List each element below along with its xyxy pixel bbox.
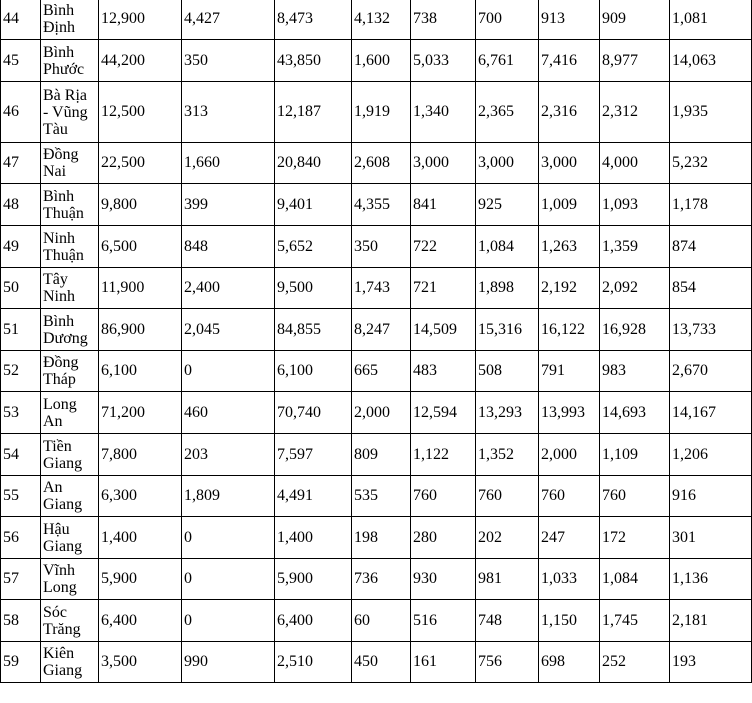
value-cell: 22,500 [99, 143, 182, 184]
row-number: 51 [1, 309, 41, 351]
value-cell: 11,900 [99, 268, 182, 309]
row-number: 48 [1, 184, 41, 226]
value-cell: 0 [182, 559, 275, 600]
value-cell: 14,167 [670, 392, 752, 434]
value-cell: 13,993 [539, 392, 600, 434]
value-cell: 20,840 [275, 143, 352, 184]
value-cell: 983 [600, 351, 670, 392]
value-cell: 6,761 [476, 40, 539, 82]
value-cell: 665 [352, 351, 411, 392]
value-cell: 193 [670, 642, 752, 683]
value-cell: 9,401 [275, 184, 352, 226]
value-cell: 1,122 [411, 434, 476, 476]
value-cell: 2,092 [600, 268, 670, 309]
value-cell: 2,192 [539, 268, 600, 309]
value-cell: 172 [600, 517, 670, 559]
row-number: 56 [1, 517, 41, 559]
value-cell: 301 [670, 517, 752, 559]
value-cell: 2,400 [182, 268, 275, 309]
province-name: Bình Định [41, 0, 99, 40]
value-cell: 247 [539, 517, 600, 559]
value-cell: 450 [352, 642, 411, 683]
value-cell: 2,000 [539, 434, 600, 476]
value-cell: 1,150 [539, 600, 600, 642]
value-cell: 516 [411, 600, 476, 642]
table-row [1, 309, 752, 351]
value-cell: 738 [411, 0, 476, 40]
value-cell: 925 [476, 184, 539, 226]
value-cell: 1,600 [352, 40, 411, 82]
table-row [1, 642, 752, 683]
province-name: Ninh Thuận [41, 226, 99, 268]
table-row [1, 600, 752, 642]
value-cell: 13,293 [476, 392, 539, 434]
value-cell: 1,081 [670, 0, 752, 40]
value-cell: 203 [182, 434, 275, 476]
province-name: An Giang [41, 476, 99, 517]
value-cell: 909 [600, 0, 670, 40]
value-cell: 1,084 [476, 226, 539, 268]
value-cell: 252 [600, 642, 670, 683]
province-name: Đồng Nai [41, 143, 99, 184]
row-number: 58 [1, 600, 41, 642]
row-number: 59 [1, 642, 41, 683]
row-number: 57 [1, 559, 41, 600]
value-cell: 913 [539, 0, 600, 40]
value-cell: 2,045 [182, 309, 275, 351]
value-cell: 756 [476, 642, 539, 683]
value-cell: 1,109 [600, 434, 670, 476]
province-name: Bình Thuận [41, 184, 99, 226]
table-row [1, 40, 752, 82]
value-cell: 399 [182, 184, 275, 226]
value-cell: 0 [182, 600, 275, 642]
value-cell: 8,247 [352, 309, 411, 351]
value-cell: 161 [411, 642, 476, 683]
value-cell: 760 [411, 476, 476, 517]
table-row [1, 184, 752, 226]
table-row [1, 0, 752, 40]
value-cell: 748 [476, 600, 539, 642]
value-cell: 2,510 [275, 642, 352, 683]
value-cell: 5,652 [275, 226, 352, 268]
value-cell: 86,900 [99, 309, 182, 351]
value-cell: 848 [182, 226, 275, 268]
value-cell: 854 [670, 268, 752, 309]
value-cell: 8,473 [275, 0, 352, 40]
province-name: Bình Phước [41, 40, 99, 82]
value-cell: 2,181 [670, 600, 752, 642]
value-cell: 460 [182, 392, 275, 434]
value-cell: 1,340 [411, 82, 476, 143]
table-row [1, 351, 752, 392]
value-cell: 1,352 [476, 434, 539, 476]
value-cell: 721 [411, 268, 476, 309]
value-cell: 916 [670, 476, 752, 517]
row-number: 45 [1, 40, 41, 82]
value-cell: 14,509 [411, 309, 476, 351]
value-cell: 198 [352, 517, 411, 559]
province-name: Hậu Giang [41, 517, 99, 559]
province-name: Sóc Trăng [41, 600, 99, 642]
value-cell: 809 [352, 434, 411, 476]
value-cell: 990 [182, 642, 275, 683]
table-row [1, 517, 752, 559]
value-cell: 1,084 [600, 559, 670, 600]
value-cell: 1,359 [600, 226, 670, 268]
table-row [1, 268, 752, 309]
value-cell: 698 [539, 642, 600, 683]
row-number: 53 [1, 392, 41, 434]
value-cell: 350 [352, 226, 411, 268]
value-cell: 791 [539, 351, 600, 392]
value-cell: 841 [411, 184, 476, 226]
value-cell: 5,900 [275, 559, 352, 600]
province-name: Long An [41, 392, 99, 434]
value-cell: 4,355 [352, 184, 411, 226]
value-cell: 12,900 [99, 0, 182, 40]
value-cell: 4,491 [275, 476, 352, 517]
value-cell: 350 [182, 40, 275, 82]
value-cell: 1,136 [670, 559, 752, 600]
value-cell: 1,898 [476, 268, 539, 309]
table-row [1, 559, 752, 600]
value-cell: 16,928 [600, 309, 670, 351]
row-number: 54 [1, 434, 41, 476]
province-name: Tiền Giang [41, 434, 99, 476]
value-cell: 760 [476, 476, 539, 517]
value-cell: 71,200 [99, 392, 182, 434]
table-row [1, 226, 752, 268]
value-cell: 483 [411, 351, 476, 392]
value-cell: 16,122 [539, 309, 600, 351]
value-cell: 760 [539, 476, 600, 517]
table-row [1, 82, 752, 143]
value-cell: 15,316 [476, 309, 539, 351]
value-cell: 6,400 [99, 600, 182, 642]
value-cell: 1,009 [539, 184, 600, 226]
value-cell: 14,063 [670, 40, 752, 82]
value-cell: 1,178 [670, 184, 752, 226]
value-cell: 0 [182, 351, 275, 392]
value-cell: 70,740 [275, 392, 352, 434]
value-cell: 722 [411, 226, 476, 268]
value-cell: 8,977 [600, 40, 670, 82]
value-cell: 6,100 [275, 351, 352, 392]
value-cell: 4,427 [182, 0, 275, 40]
value-cell: 5,232 [670, 143, 752, 184]
value-cell: 84,855 [275, 309, 352, 351]
province-name: Bà Rịa - Vũng Tàu [41, 82, 99, 143]
value-cell: 1,400 [99, 517, 182, 559]
value-cell: 1,919 [352, 82, 411, 143]
table-row [1, 143, 752, 184]
value-cell: 9,500 [275, 268, 352, 309]
value-cell: 0 [182, 517, 275, 559]
value-cell: 508 [476, 351, 539, 392]
table-row [1, 434, 752, 476]
row-number: 49 [1, 226, 41, 268]
value-cell: 930 [411, 559, 476, 600]
province-name: Đồng Tháp [41, 351, 99, 392]
value-cell: 1,400 [275, 517, 352, 559]
value-cell: 1,093 [600, 184, 670, 226]
value-cell: 3,000 [411, 143, 476, 184]
province-name: Kiên Giang [41, 642, 99, 683]
value-cell: 1,033 [539, 559, 600, 600]
value-cell: 313 [182, 82, 275, 143]
value-cell: 12,187 [275, 82, 352, 143]
table-row [1, 392, 752, 434]
value-cell: 2,608 [352, 143, 411, 184]
value-cell: 1,935 [670, 82, 752, 143]
value-cell: 6,500 [99, 226, 182, 268]
value-cell: 7,416 [539, 40, 600, 82]
value-cell: 6,300 [99, 476, 182, 517]
row-number: 55 [1, 476, 41, 517]
table-row [1, 476, 752, 517]
value-cell: 736 [352, 559, 411, 600]
value-cell: 5,900 [99, 559, 182, 600]
value-cell: 2,000 [352, 392, 411, 434]
row-number: 44 [1, 0, 41, 40]
row-number: 52 [1, 351, 41, 392]
value-cell: 4,132 [352, 0, 411, 40]
value-cell: 1,660 [182, 143, 275, 184]
value-cell: 5,033 [411, 40, 476, 82]
value-cell: 14,693 [600, 392, 670, 434]
value-cell: 535 [352, 476, 411, 517]
value-cell: 43,850 [275, 40, 352, 82]
value-cell: 7,597 [275, 434, 352, 476]
value-cell: 700 [476, 0, 539, 40]
row-number: 47 [1, 143, 41, 184]
value-cell: 3,000 [476, 143, 539, 184]
value-cell: 9,800 [99, 184, 182, 226]
value-cell: 12,594 [411, 392, 476, 434]
row-number: 50 [1, 268, 41, 309]
value-cell: 60 [352, 600, 411, 642]
value-cell: 202 [476, 517, 539, 559]
value-cell: 3,000 [539, 143, 600, 184]
value-cell: 2,365 [476, 82, 539, 143]
province-name: Vĩnh Long [41, 559, 99, 600]
province-name: Tây Ninh [41, 268, 99, 309]
value-cell: 4,000 [600, 143, 670, 184]
value-cell: 1,263 [539, 226, 600, 268]
value-cell: 1,743 [352, 268, 411, 309]
value-cell: 760 [600, 476, 670, 517]
value-cell: 2,670 [670, 351, 752, 392]
province-name: Bình Dương [41, 309, 99, 351]
value-cell: 280 [411, 517, 476, 559]
value-cell: 874 [670, 226, 752, 268]
row-number: 46 [1, 82, 41, 143]
value-cell: 6,100 [99, 351, 182, 392]
value-cell: 2,316 [539, 82, 600, 143]
value-cell: 1,809 [182, 476, 275, 517]
value-cell: 981 [476, 559, 539, 600]
value-cell: 44,200 [99, 40, 182, 82]
value-cell: 3,500 [99, 642, 182, 683]
value-cell: 7,800 [99, 434, 182, 476]
value-cell: 13,733 [670, 309, 752, 351]
table-body [1, 0, 752, 683]
value-cell: 2,312 [600, 82, 670, 143]
value-cell: 1,206 [670, 434, 752, 476]
value-cell: 6,400 [275, 600, 352, 642]
value-cell: 12,500 [99, 82, 182, 143]
value-cell: 1,745 [600, 600, 670, 642]
